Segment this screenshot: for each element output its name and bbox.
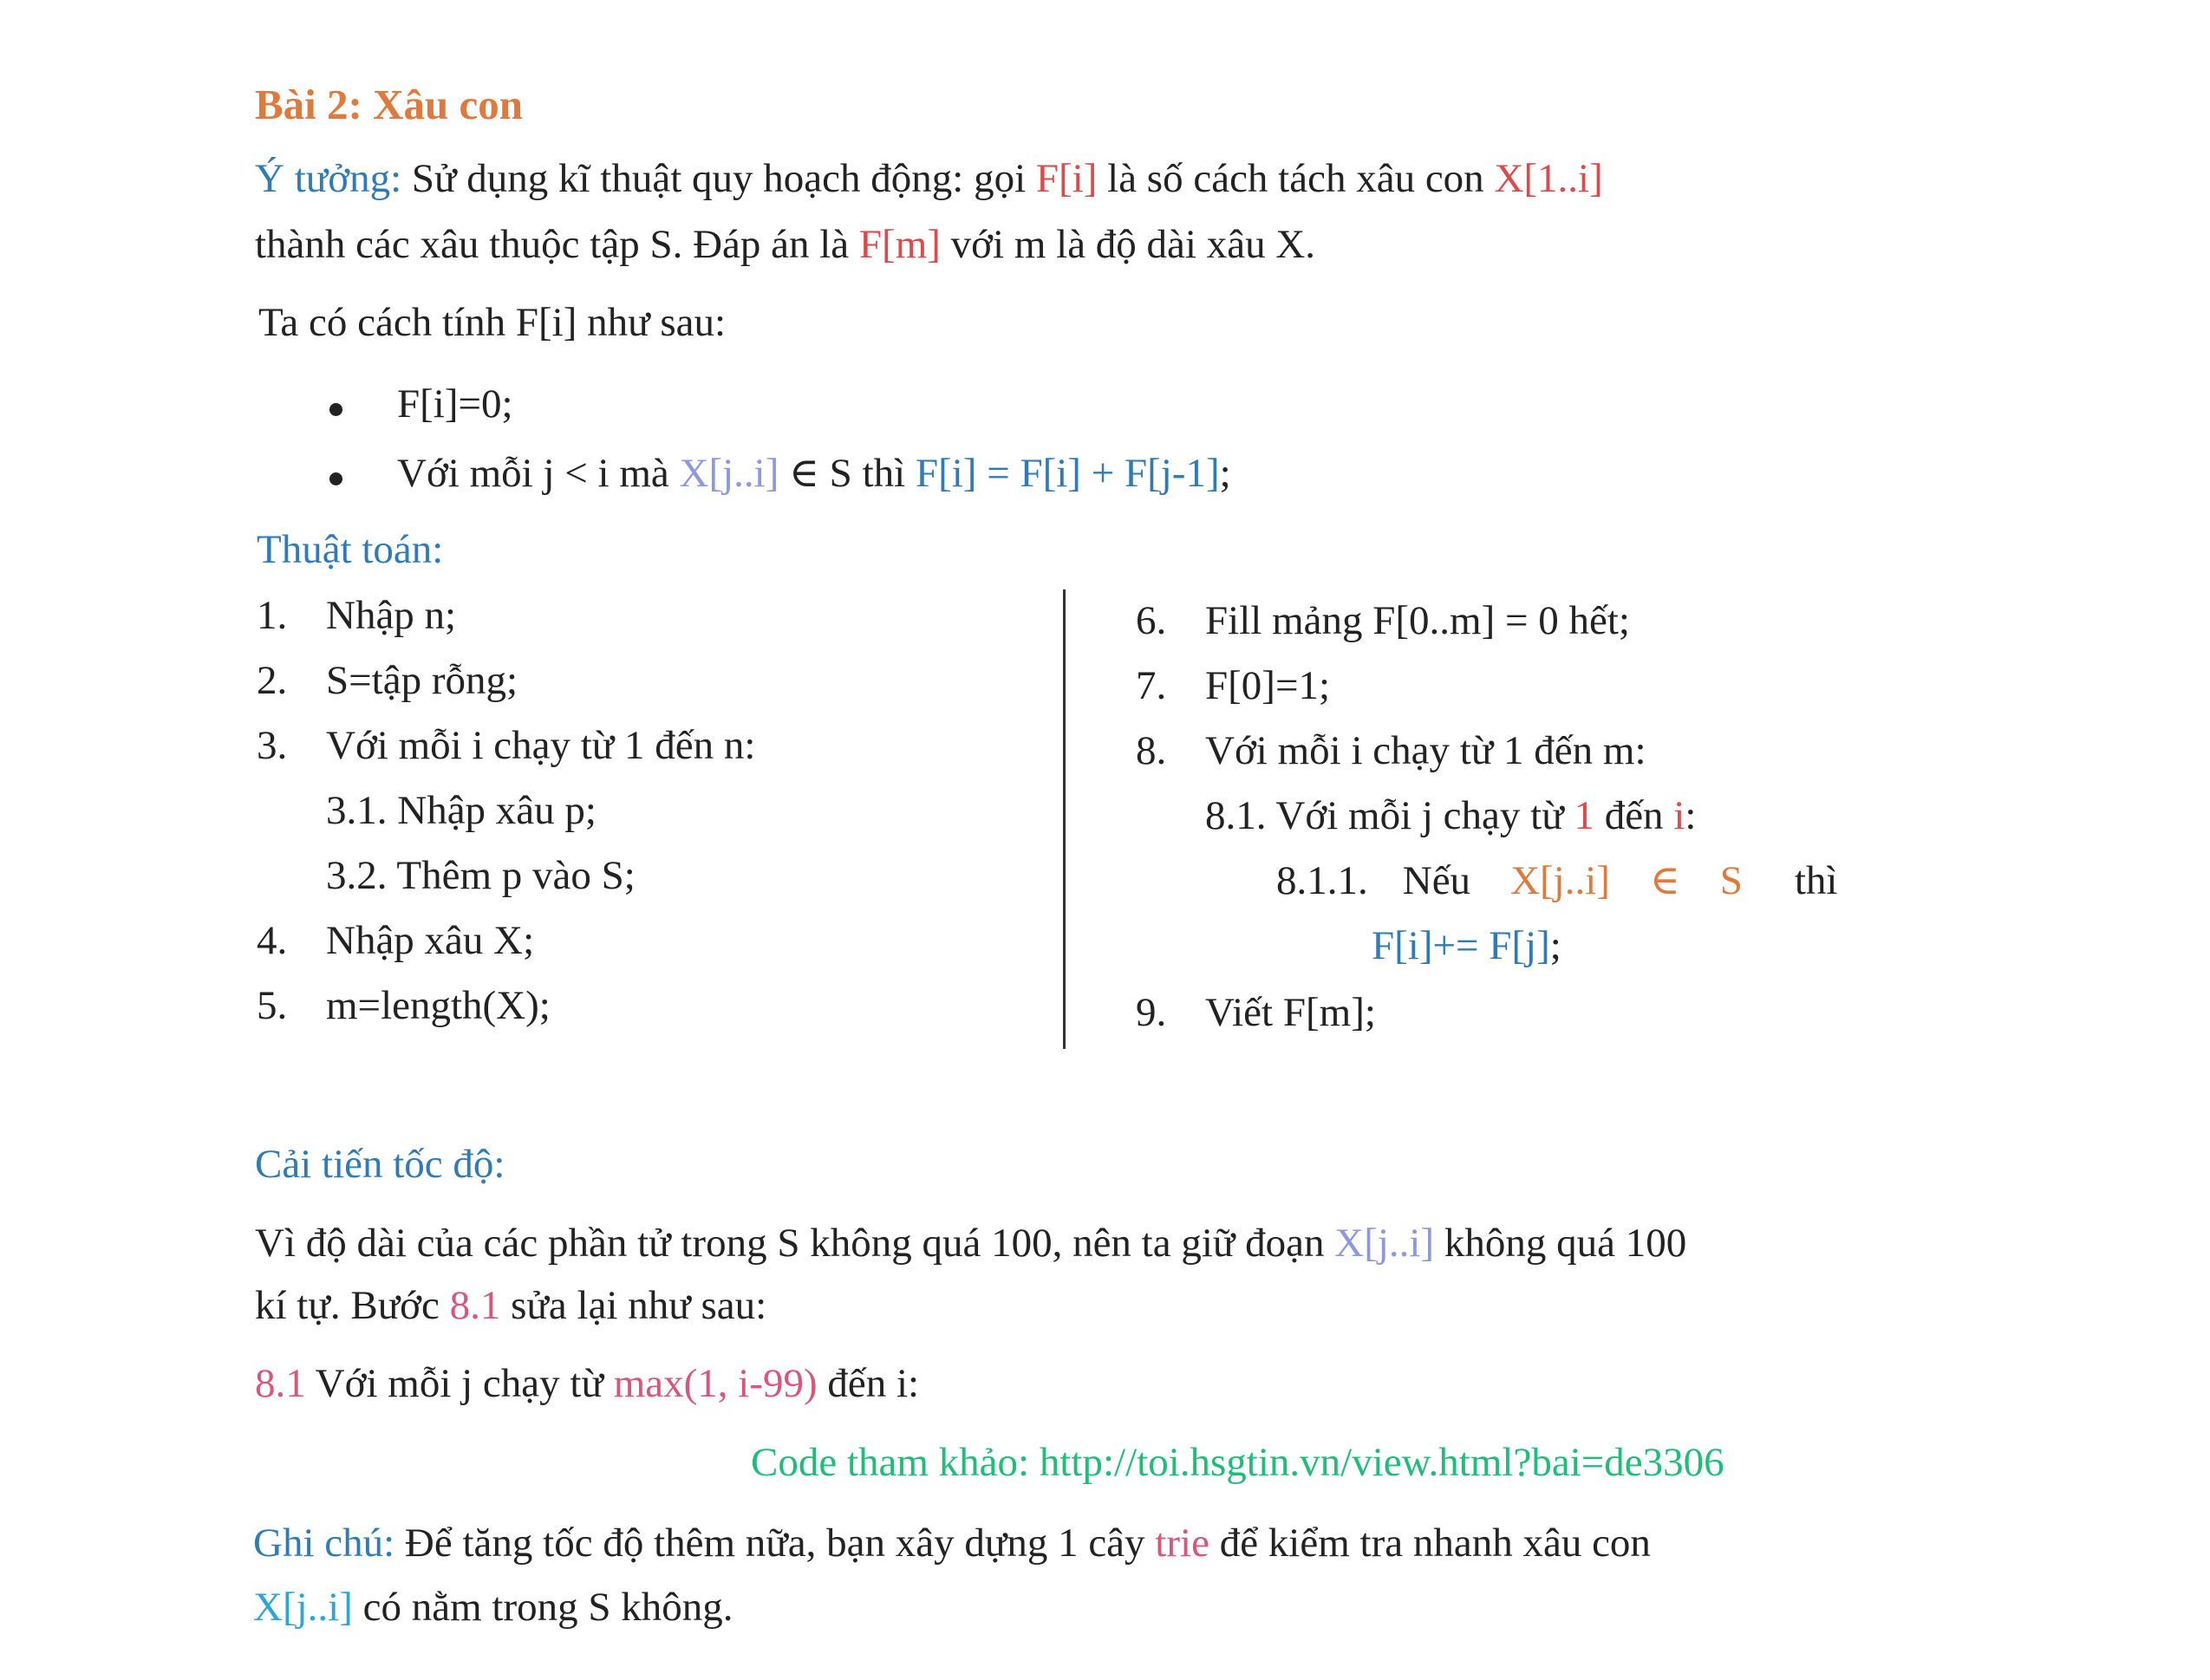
step-6: 6. Fill mảng F[0..m] = 0 hết; bbox=[1136, 598, 1630, 643]
idea-fm: F[m] bbox=[858, 222, 941, 267]
step-3-1: 3.1. Nhập xâu p; bbox=[326, 788, 597, 833]
idea-text-1: Sử dụng kĩ thuật quy hoạch động: gọi bbox=[401, 156, 1036, 201]
bullet-dot bbox=[329, 403, 342, 416]
note-line-1: Ghi chú: Để tăng tốc độ thêm nữa, bạn xây dựng 1 cây trie để kiểm tra nhanh xâu con bbox=[253, 1520, 1651, 1566]
note-line-2: X[j..i] có nằm trong S không. bbox=[253, 1585, 733, 1630]
bullet-1: F[i]=0; bbox=[397, 381, 513, 427]
problem-title: Bài 2: Xâu con bbox=[255, 81, 524, 128]
compute-intro: Ta có cách tính F[i] như sau: bbox=[258, 300, 727, 345]
idea-label: Ý tưởng: bbox=[255, 156, 402, 201]
step-8-1-1-formula: F[i]+= F[j]; bbox=[1372, 923, 1561, 968]
revised-step: 8.1 Với mỗi j chạy từ max(1, i-99) đến i: bbox=[255, 1361, 920, 1406]
step-8: 8. Với mỗi i chạy từ 1 đến m: bbox=[1136, 728, 1646, 773]
step-8-1-1: 8.1.1. Nếu X[j..i] ∈ S thì bbox=[1276, 858, 1838, 903]
step-8-1: 8.1. Với mỗi j chạy từ 1 đến i: bbox=[1205, 793, 1697, 838]
bullet-2-x: X[j..i] bbox=[679, 451, 779, 496]
idea-text-3: thành các xâu thuộc tập S. Đáp án là bbox=[255, 222, 859, 267]
code-reference-link[interactable]: Code tham khảo: http://toi.hsgtin.vn/view.html?bai=de3306 bbox=[751, 1440, 1724, 1485]
step-2: 2. S=tập rỗng; bbox=[257, 658, 518, 703]
step-3-2: 3.2. Thêm p vào S; bbox=[326, 853, 636, 898]
improve-line-2: kí tự. Bước 8.1 sửa lại như sau: bbox=[255, 1283, 767, 1328]
algorithm-label: Thuật toán: bbox=[257, 527, 444, 572]
step-3: 3. Với mỗi i chạy từ 1 đến n: bbox=[257, 723, 756, 768]
idea-text-2: là số cách tách xâu con bbox=[1097, 156, 1495, 201]
step-4: 4. Nhập xâu X; bbox=[257, 918, 535, 963]
idea-line-2 bbox=[255, 220, 1315, 269]
idea-fi: F[i] bbox=[1035, 156, 1098, 201]
step-9: 9. Viết F[m]; bbox=[1136, 990, 1376, 1035]
bullet-2-formula: F[i] = F[i] + F[j-1] bbox=[915, 451, 1220, 496]
bullet-dot bbox=[329, 472, 342, 485]
bullet-2-pre: Với mỗi j < i mà bbox=[397, 451, 680, 496]
step-5: 5. m=length(X); bbox=[257, 983, 551, 1028]
column-divider bbox=[1063, 589, 1066, 1049]
idea-x1i: X[1..i] bbox=[1494, 156, 1603, 201]
step-7: 7. F[0]=1; bbox=[1136, 663, 1331, 708]
improve-line-1: Vì độ dài của các phần tử trong S không quá 100, nên ta giữ đoạn X[j..i] không quá 100 bbox=[255, 1221, 1687, 1266]
bullet-2-mid: ∈ S thì bbox=[779, 451, 916, 496]
idea-line-1 bbox=[255, 154, 1603, 203]
step-1: 1. Nhập n; bbox=[257, 593, 457, 638]
bullet-2-end: ; bbox=[1219, 451, 1231, 496]
idea-text-4: với m là độ dài xâu X. bbox=[940, 222, 1316, 267]
improve-label: Cải tiến tốc độ: bbox=[255, 1142, 505, 1187]
bullet-2 bbox=[397, 449, 1231, 498]
